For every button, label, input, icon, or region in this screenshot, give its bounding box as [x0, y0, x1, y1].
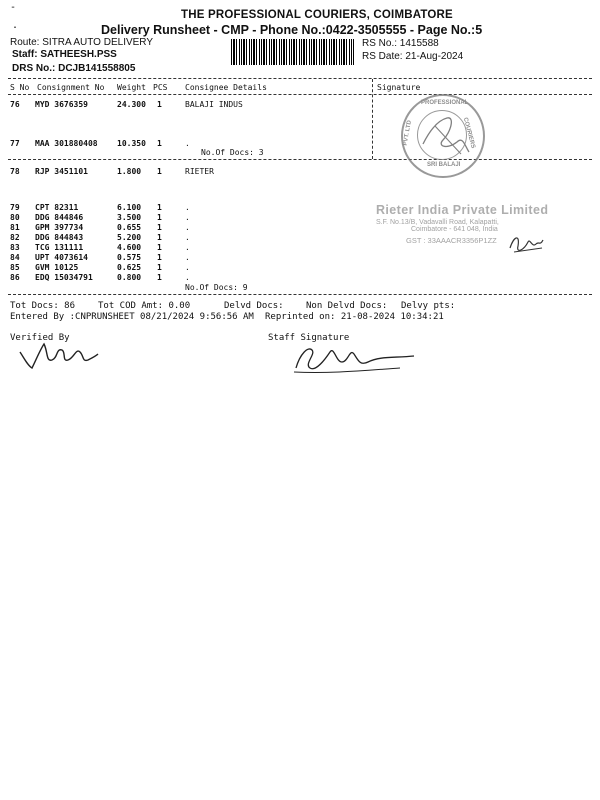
- delivered-docs: Delvd Docs:: [224, 301, 284, 311]
- total-cod-amount: Tot COD Amt: 0.00: [98, 301, 191, 311]
- row-76-weight: 24.300: [117, 100, 146, 109]
- delivery-points: Delvy pts:: [401, 301, 456, 311]
- row-85-consignee: .: [185, 263, 190, 272]
- courier-stamp: [401, 94, 485, 178]
- stamp-ring-top: PROFESSIONAL: [421, 100, 469, 106]
- row-79-sno: 79: [10, 203, 20, 212]
- row-85-sno: 85: [10, 263, 20, 272]
- row-81-weight: 0.655: [117, 223, 142, 232]
- stamp-ring-right: COURIERS: [461, 116, 476, 150]
- row-79-consignment: CPT 82311: [35, 203, 79, 212]
- row-78-sno: 78: [10, 167, 20, 176]
- company-name: THE PROFESSIONAL COURIERS, COIMBATORE: [181, 9, 453, 21]
- row-78-consignee: RIETER: [185, 167, 214, 176]
- row-84-weight: 0.575: [117, 253, 142, 262]
- header-signature: Signature: [377, 83, 421, 92]
- row-86-weight: 0.800: [117, 273, 142, 282]
- staff-signature-icon: [290, 340, 420, 376]
- header-sno: S No: [10, 83, 30, 92]
- row-83-weight: 4.600: [117, 243, 142, 252]
- signature-column-divider: [372, 79, 373, 159]
- group-2-doc-count: No.Of Docs: 9: [185, 283, 248, 292]
- row-76-sno: 76: [10, 100, 20, 109]
- rieter-signature-icon: [506, 228, 546, 258]
- drs-number: DRS No.: DCJB141558805: [12, 63, 136, 74]
- table-header-rule: [8, 94, 592, 95]
- row-85-pcs: 1: [157, 263, 162, 272]
- route-label: Route: SITRA AUTO DELIVERY: [10, 37, 154, 48]
- row-82-pcs: 1: [157, 233, 162, 242]
- row-86-consignee: .: [185, 273, 190, 282]
- seal-company-name: Rieter India Private Limited: [376, 203, 549, 217]
- row-86-pcs: 1: [157, 273, 162, 282]
- row-81-consignment: GPM 397734: [35, 223, 84, 232]
- verified-by-label: Verified By: [10, 333, 70, 343]
- rs-number: RS No.: 1415588: [362, 38, 439, 49]
- row-80-consignee: .: [185, 213, 190, 222]
- row-77-sno: 77: [10, 139, 20, 148]
- row-84-sno: 84: [10, 253, 20, 262]
- row-84-pcs: 1: [157, 253, 162, 262]
- group-1-rule: [8, 159, 592, 160]
- barcode: [231, 39, 354, 65]
- seal-gst: GST : 33AAACR3356P1ZZ: [406, 236, 497, 245]
- row-77-weight: 10.350: [117, 139, 146, 148]
- row-82-sno: 82: [10, 233, 20, 242]
- table-top-rule: [8, 78, 592, 79]
- row-78-pcs: 1: [157, 167, 162, 176]
- row-84-consignee: .: [185, 253, 190, 262]
- row-76-consignment: MYD 3676359: [35, 100, 88, 109]
- row-80-consignment: DDG 844846: [35, 213, 84, 222]
- row-86-sno: 86: [10, 273, 20, 282]
- row-80-sno: 80: [10, 213, 20, 222]
- row-80-pcs: 1: [157, 213, 162, 222]
- row-81-pcs: 1: [157, 223, 162, 232]
- row-85-weight: 0.625: [117, 263, 142, 272]
- row-84-consignment: UPT 4073614: [35, 253, 88, 262]
- row-83-sno: 83: [10, 243, 20, 252]
- row-78-consignment: RJP 3451101: [35, 167, 88, 176]
- staff-label: Staff: SATHEESH.PSS: [12, 49, 117, 60]
- row-76-pcs: 1: [157, 100, 162, 109]
- stamp-signature-icon: [417, 106, 473, 166]
- row-86-consignment: EDQ 15034791: [35, 273, 93, 282]
- row-80-weight: 3.500: [117, 213, 142, 222]
- header-pcs: PCS: [153, 83, 168, 92]
- row-81-sno: 81: [10, 223, 20, 232]
- row-83-consignment: TCG 131111: [35, 243, 84, 252]
- header-consignment: Consignment No: [37, 83, 105, 92]
- stray-mark-top: -: [10, 2, 17, 13]
- reprinted-on: Reprinted on: 21-08-2024 10:34:21: [265, 312, 444, 322]
- verifier-signature-icon: [18, 340, 100, 372]
- staff-signature-label: Staff Signature: [268, 333, 350, 343]
- row-83-consignee: .: [185, 243, 190, 252]
- row-79-consignee: .: [185, 203, 190, 212]
- stray-mark-left: .: [12, 20, 19, 31]
- seal-address-line-2: Coimbatore - 641 048, India: [411, 226, 498, 233]
- row-76-consignee: BALAJI INDUS: [185, 100, 243, 109]
- row-82-weight: 5.200: [117, 233, 142, 242]
- row-79-pcs: 1: [157, 203, 162, 212]
- header-consignee: Consignee Details: [185, 83, 267, 92]
- seal-address-line-1: S.F. No.13/B, Vadavalli Road, Kalapatti,: [376, 219, 499, 226]
- document-title: Delivery Runsheet - CMP - Phone No.:0422-3505555 - Page No.:5: [101, 23, 483, 37]
- stamp-ring-left: PVT. LTD: [402, 119, 413, 147]
- row-77-consignee: .: [185, 139, 190, 148]
- row-81-consignee: .: [185, 223, 190, 232]
- row-78-weight: 1.800: [117, 167, 142, 176]
- non-delivered-docs: Non Delvd Docs:: [306, 301, 388, 311]
- row-79-weight: 6.100: [117, 203, 142, 212]
- stamp-ring-bottom: SRI BALAJI: [427, 162, 461, 168]
- group-1-doc-count: No.Of Docs: 3: [201, 148, 264, 157]
- table-bottom-rule: [8, 294, 592, 295]
- rs-date: RS Date: 21-Aug-2024: [362, 51, 464, 62]
- row-82-consignee: .: [185, 233, 190, 242]
- row-83-pcs: 1: [157, 243, 162, 252]
- header-weight: Weight: [117, 83, 146, 92]
- row-82-consignment: DDG 844843: [35, 233, 84, 242]
- row-85-consignment: GVM 10125: [35, 263, 79, 272]
- total-docs: Tot Docs: 86: [10, 301, 76, 311]
- row-77-pcs: 1: [157, 139, 162, 148]
- row-77-consignment: MAA 301880408: [35, 139, 98, 148]
- entered-by: Entered By :CNPRUNSHEET 08/21/2024 9:56:56 AM: [10, 312, 254, 322]
